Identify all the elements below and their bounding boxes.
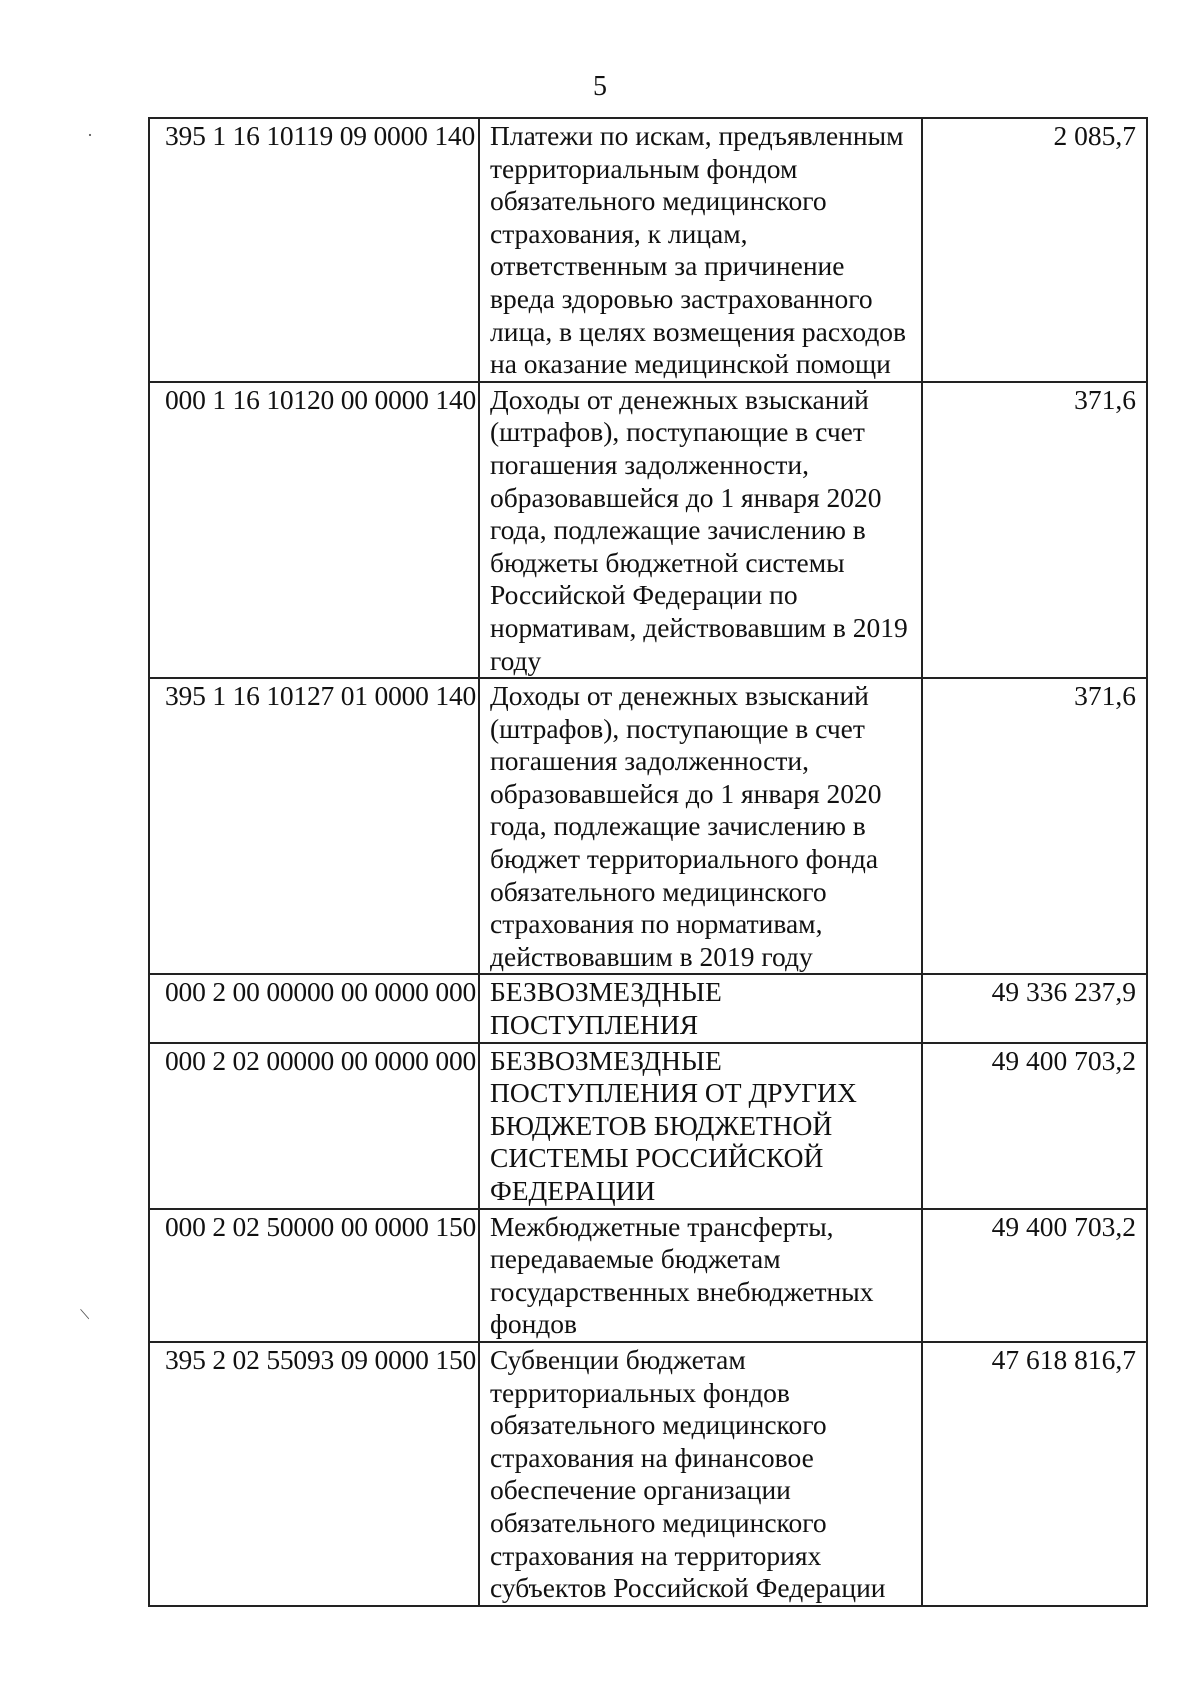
scan-speck: /	[74, 1306, 95, 1322]
table-row	[149, 382, 1147, 678]
description-line: года, подлежащие зачислению в	[490, 810, 866, 842]
description-line: ПОСТУПЛЕНИЯ ОТ ДРУГИХ	[490, 1077, 857, 1109]
description-cell	[479, 1043, 922, 1209]
description-line: нормативам, действовавшим в 2019	[490, 611, 908, 643]
amount-cell: 47 618 816,7	[922, 1342, 1147, 1606]
amount-cell: 49 400 703,2	[922, 1043, 1147, 1209]
description-line: года, подлежащие зачислению в	[490, 514, 866, 546]
description-line: образовавшейся до 1 января 2020	[490, 481, 882, 513]
description-cell	[479, 1209, 922, 1342]
description-line: Российской Федерации по	[490, 579, 798, 611]
classification-code-cell: 000 1 16 10120 00 0000 140	[149, 382, 479, 678]
table-row	[149, 1342, 1147, 1606]
revenue-table-body	[149, 118, 1147, 1606]
amount-cell: 49 400 703,2	[922, 1209, 1147, 1342]
description-line: ФЕДЕРАЦИИ	[490, 1175, 656, 1206]
description-line: бюджет территориального фонда	[490, 843, 879, 875]
description-line: страхования по нормативам,	[490, 908, 823, 940]
amount-cell: 371,6	[922, 678, 1147, 974]
description-line: территориальным фондом	[490, 152, 798, 184]
amount-cell: 371,6	[922, 382, 1147, 678]
classification-code-cell: 000 2 02 00000 00 0000 000	[149, 1043, 479, 1209]
description-line: бюджеты бюджетной системы	[490, 546, 845, 578]
description-line: Доходы от денежных взысканий	[490, 383, 869, 415]
description-line: обязательного медицинского	[490, 1409, 827, 1441]
description-line: Доходы от денежных взысканий	[490, 680, 869, 712]
description-line: погашения задолженности,	[490, 448, 809, 480]
description-cell	[479, 118, 922, 382]
description-line: лица, в целях возмещения расходов	[490, 315, 907, 347]
description-cell	[479, 678, 922, 974]
description-line: территориальных фондов	[490, 1376, 790, 1408]
description-line: страхования на территориях	[490, 1539, 822, 1571]
classification-code-cell: 395 1 16 10127 01 0000 140	[149, 678, 479, 974]
classification-code-cell: 395 2 02 55093 09 0000 150	[149, 1342, 479, 1606]
description-line: действовавшим в 2019 году	[490, 940, 813, 972]
table-row	[149, 678, 1147, 974]
description-line: году	[490, 644, 542, 676]
description-line: БЮДЖЕТОВ БЮДЖЕТНОЙ	[490, 1109, 833, 1141]
description-cell	[479, 1342, 922, 1606]
description-line: образовавшейся до 1 января 2020	[490, 777, 882, 809]
amount-cell: 49 336 237,9	[922, 974, 1147, 1042]
page-number: 5	[593, 71, 607, 102]
description-line: обеспечение организации	[490, 1474, 791, 1506]
description-line: Субвенции бюджетам	[490, 1343, 746, 1375]
description-line: страхования, к лицам,	[490, 217, 748, 249]
scan-speck: ·	[87, 125, 93, 145]
description-line: погашения задолженности,	[490, 745, 809, 777]
description-line: государственных внебюджетных	[490, 1275, 874, 1307]
classification-code-cell: 000 2 00 00000 00 0000 000	[149, 974, 479, 1042]
description-line: Платежи по искам, предъявленным	[490, 120, 904, 151]
description-cell	[479, 382, 922, 678]
description-line: ПОСТУПЛЕНИЯ	[490, 1009, 699, 1041]
classification-code-cell: 395 1 16 10119 09 0000 140	[149, 118, 479, 382]
description-cell	[479, 974, 922, 1042]
table-row	[149, 1209, 1147, 1342]
table-row	[149, 1043, 1147, 1209]
table-row	[149, 118, 1147, 382]
amount-cell: 2 085,7	[922, 118, 1147, 382]
description-line: страхования на финансовое	[490, 1441, 814, 1473]
classification-code-cell: 000 2 02 50000 00 0000 150	[149, 1209, 479, 1342]
description-line: БЕЗВОЗМЕЗДНЫЕ	[490, 1044, 722, 1076]
description-line: обязательного медицинского	[490, 1506, 827, 1538]
description-line: Межбюджетные трансферты,	[490, 1210, 834, 1242]
revenue-table	[148, 117, 1148, 1607]
description-line: СИСТЕМЫ РОССИЙСКОЙ	[490, 1142, 824, 1174]
description-line: субъектов Российской Федерации	[490, 1572, 886, 1604]
description-line: ответственным за причинение	[490, 250, 845, 282]
description-line: вреда здоровью застрахованного	[490, 282, 873, 314]
description-line: на оказание медицинской помощи	[490, 348, 891, 380]
description-line: обязательного медицинского	[490, 185, 827, 217]
table-row	[149, 974, 1147, 1042]
description-line: фондов	[490, 1308, 578, 1340]
description-line: передаваемые бюджетам	[490, 1243, 781, 1275]
description-line: (штрафов), поступающие в счет	[490, 416, 865, 448]
description-line: обязательного медицинского	[490, 875, 827, 907]
description-line: БЕЗВОЗМЕЗДНЫЕ	[490, 976, 722, 1008]
description-line: (штрафов), поступающие в счет	[490, 712, 865, 744]
